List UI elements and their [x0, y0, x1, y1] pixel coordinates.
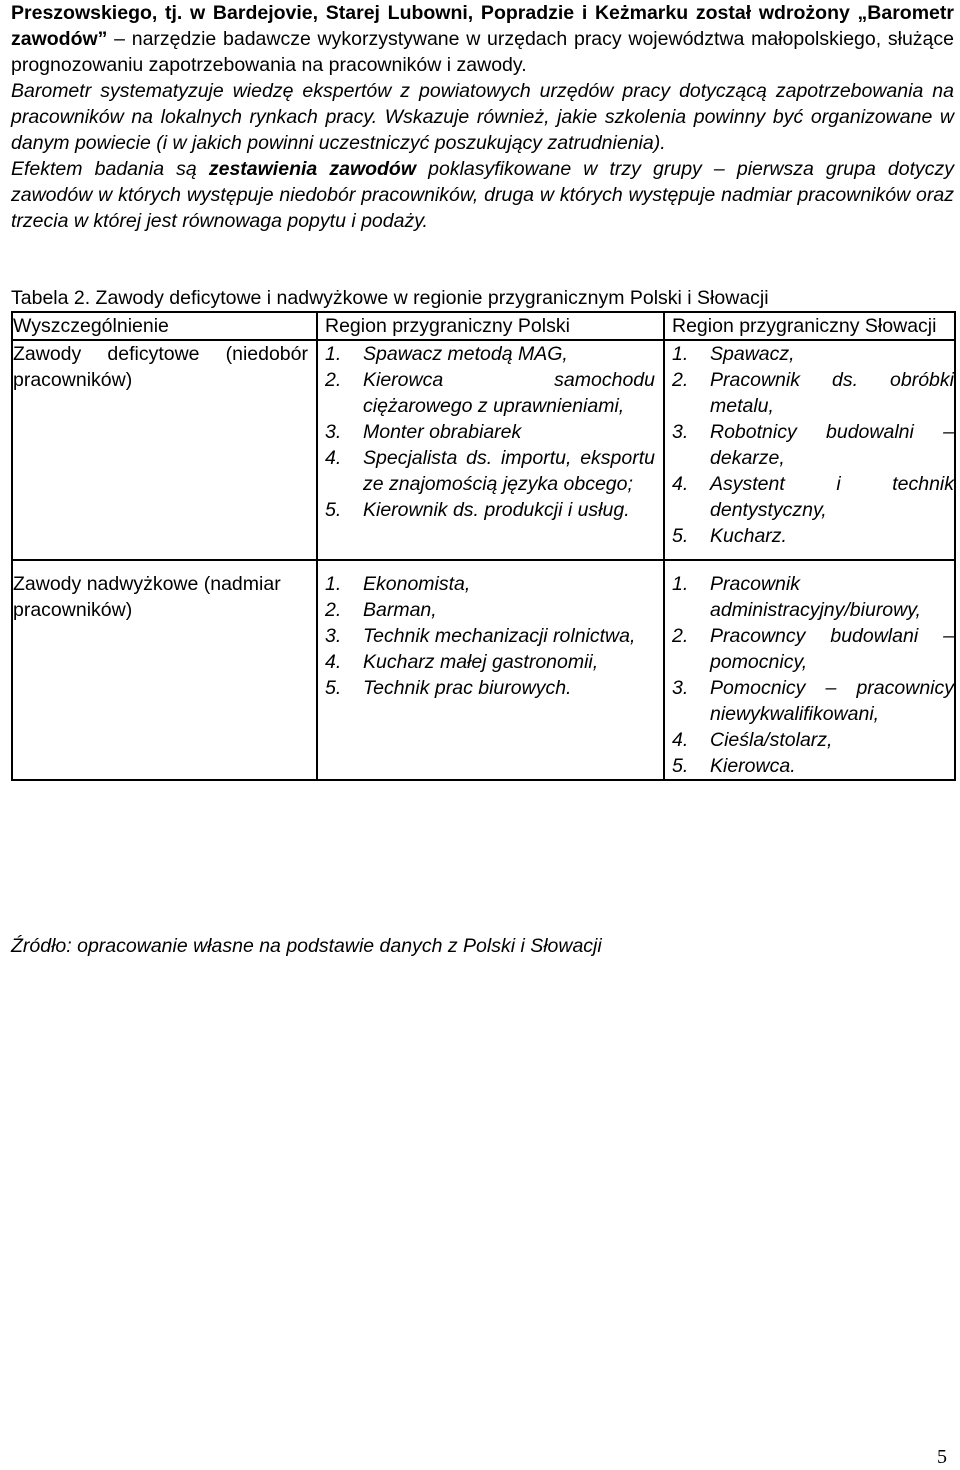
list-item [672, 753, 954, 779]
list-item [672, 419, 954, 471]
list-item-number: 5. [672, 525, 689, 547]
page-number: 5 [937, 1446, 947, 1468]
list-item-text: Technik mechanizacji rolnictwa, [363, 625, 636, 647]
list-item-text: Kucharz. [710, 525, 787, 547]
list-item [672, 341, 954, 367]
table-source: Źródło: opracowanie własne na podstawie danych z Polski i Słowacji [11, 935, 602, 957]
table-row [12, 560, 955, 780]
list-item-text: Technik prac biurowych. [363, 677, 572, 699]
list-item-text: Kierowca. [710, 755, 796, 777]
list-item-number: 3. [325, 625, 342, 647]
list-item [672, 675, 954, 727]
intro-text: – narzędzie badawcze wykorzystywane w urzędach pracy województwa małopolskiego, służące prognozowaniu zapotrzebowania na pracowników i zawody. [11, 28, 954, 76]
list-item [325, 341, 655, 367]
list-item [672, 571, 954, 623]
table-header-row [12, 312, 955, 340]
list-item-text: Kucharz małej gastronomii, [363, 651, 599, 673]
poland-list-cell [317, 560, 664, 780]
row-label: Zawody nadwyżkowe (nadmiar pracowników) [12, 560, 317, 780]
list-item-number: 3. [325, 421, 342, 443]
list-item-text: Kierowca samochodu ciężarowego z uprawnieniami, [363, 369, 655, 417]
list-item [672, 471, 954, 523]
slovakia-list-cell [664, 560, 955, 780]
list-item-number: 2. [325, 369, 342, 391]
list-item-number: 5. [672, 755, 689, 777]
list-item-number: 4. [325, 447, 342, 469]
list-item-text: Pracownik administracyjny/biurowy, [710, 573, 921, 621]
list-item [325, 649, 655, 675]
paragraph-barometr: Barometr systematyzuje wiedzę ekspertów z powiatowych urzędów pracy dotyczącą zapotrzebowania na pracowników na lokalnych rynkach pracy. Wskazuje również, jakie szkolenia powinny być organizowane w danym powiecie (i w jakich powinni uczestniczyć poszukujący zatrudnienia). [11, 80, 954, 154]
slovakia-list [672, 341, 954, 549]
list-item-text: Spawacz, [710, 343, 795, 365]
list-item [325, 571, 655, 597]
list-item [325, 497, 655, 523]
list-item-number: 1. [672, 343, 689, 365]
header-cell-poland: Region przygraniczny Polski [317, 312, 664, 340]
poland-list-cell [317, 340, 664, 560]
list-item-number: 1. [325, 573, 342, 595]
list-item-number: 4. [325, 651, 342, 673]
poland-list [325, 341, 655, 523]
list-item [672, 727, 954, 753]
list-item-number: 1. [672, 573, 689, 595]
list-item-text: Ekonomista, [363, 573, 471, 595]
list-item [325, 419, 655, 445]
poland-list [325, 571, 655, 701]
list-item-number: 4. [672, 473, 689, 495]
row-label: Zawody deficytowe (niedobór pracowników) [12, 340, 317, 560]
list-item-text: Barman, [363, 599, 437, 621]
list-item [672, 623, 954, 675]
list-item [325, 445, 655, 497]
results-text-b: poklasyfikowane w trzy grupy – pierwsza grupa dotyczy zawodów w których występuje niedobór pracowników, druga w których występuje nadmiar pracowników oraz trzecia w której jest równowaga popytu i podaży. [11, 158, 954, 232]
results-text-a: Efektem badania są [11, 158, 209, 180]
list-item-text: Kierownik ds. produkcji i usług. [363, 499, 630, 521]
list-item-text: Pracowncy budowlani – pomocnicy, [710, 625, 954, 673]
list-item-number: 2. [672, 369, 689, 391]
list-item-number: 1. [325, 343, 342, 365]
list-item-number: 3. [672, 421, 689, 443]
list-item-text: Pracownik ds. obróbki metalu, [710, 369, 954, 417]
list-item-text: Specjalista ds. importu, eksportu ze znajomością języka obcego; [363, 447, 655, 495]
list-item [325, 675, 655, 701]
table-row [12, 340, 955, 560]
list-item-text: Pomocnicy – pracownicy niewykwalifikowani, [710, 677, 954, 725]
paragraph-intro [11, 0, 954, 78]
list-item-number: 3. [672, 677, 689, 699]
list-item-number: 4. [672, 729, 689, 751]
list-item [672, 523, 954, 549]
list-item-text: Robotnicy budowalni – dekarze, [710, 421, 954, 469]
list-item-text: Cieśla/stolarz, [710, 729, 833, 751]
list-item-text: Monter obrabiarek [363, 421, 522, 443]
table-caption: Tabela 2. Zawody deficytowe i nadwyżkowe w regionie przygranicznym Polski i Słowacji [11, 287, 769, 309]
intro-bold-barometr: w Bardejovie, Starej Lubowni, Popradzie i Keżmarku został wdrożony „Barometr zawodów” [11, 2, 954, 50]
occupations-table [11, 311, 956, 781]
list-item-number: 2. [325, 599, 342, 621]
header-cell-slovakia: Region przygraniczny Słowacji [664, 312, 955, 340]
list-item [325, 597, 655, 623]
header-cell-specification: Wyszczególnienie [12, 312, 317, 340]
document-page [11, 0, 954, 957]
slovakia-list [672, 571, 954, 779]
list-item [325, 623, 655, 649]
list-item [672, 367, 954, 419]
results-bold: zestawienia zawodów [208, 158, 417, 180]
list-item-number: 5. [325, 499, 342, 521]
slovakia-list-cell [664, 340, 955, 560]
list-item-number: 5. [325, 677, 342, 699]
list-item-text: Spawacz metodą MAG, [363, 343, 568, 365]
list-item-text: Asystent i technik dentystyczny, [710, 473, 954, 521]
intro-bold-start: Preszowskiego, tj. [11, 2, 183, 24]
list-item-number: 2. [672, 625, 689, 647]
list-item [325, 367, 655, 419]
paragraph-results [11, 156, 954, 234]
